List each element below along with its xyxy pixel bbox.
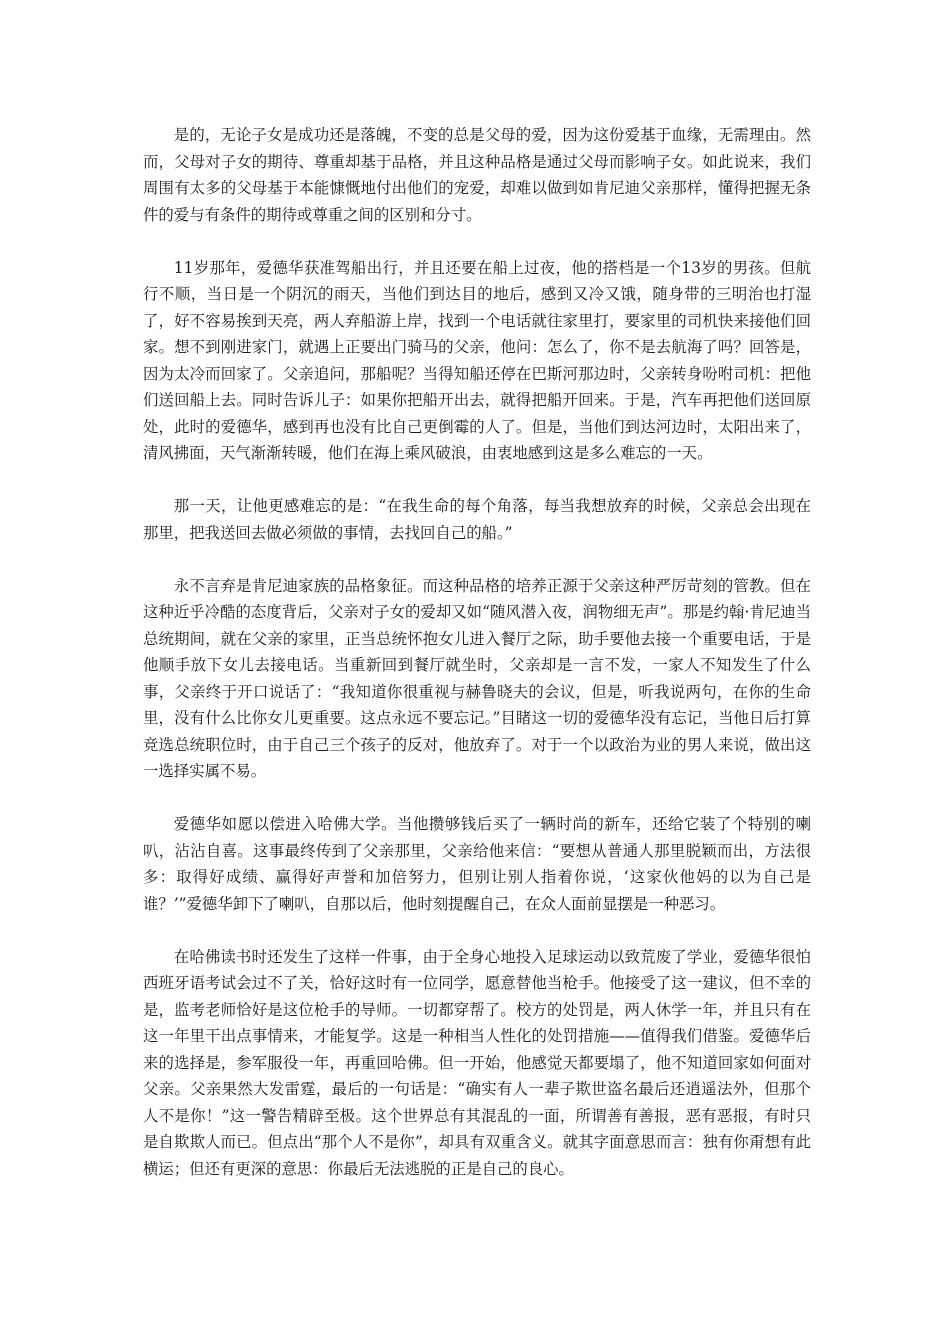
document-body	[143, 122, 811, 1209]
paragraph-2: 11岁那年，爱德华获准驾船出行，并且还要在船上过夜，他的搭档是一个13岁的男孩。但航行不顺，当日是一个阴沉的雨天，当他们到达目的地后，感到又冷又饿，随身带的三明治也打湿了，好不容易挨到天亮，两人弃船游上岸，找到一个电话就往家里打，要家里的司机快来接他们回家。想不到刚进家门，就遇上正要出门骑马的父亲，他问：怎么了，你不是去航海了吗？回答是，因为太冷而回家了。父亲追问，那船呢？当得知船还停在巴斯河那边时，父亲转身吩咐司机：把他们送回船上去。同时告诉儿子：如果你把船开出去，就得把船开回来。于是，汽车再把他们送回原处，此时的爱德华，感到再也没有比自己更倒霉的人了。但是，当他们到达河边时，太阳出来了，清风拂面，天气渐渐转暖，他们在海上乘风破浪，由衷地感到这是多么难忘的一天。	[143, 258, 811, 462]
paragraph-5: 爱德华如愿以偿进入哈佛大学。当他攒够钱后买了一辆时尚的新车，还给它装了个特别的喇叭，沾沾自喜。这事最终传到了父亲那里，父亲给他来信：“要想从普通人那里脱颖而出，方法很多：取得好成绩、赢得好声誉和加倍努力，但别让别人指着你说，‘这家伙他妈的以为自己是谁？’”爱德华卸下了喇叭，自那以后，他时刻提醒自己，在众人面前显摆是一种恶习。	[143, 815, 811, 913]
paragraph-1: 是的，无论子女是成功还是落魄，不变的总是父母的爱，因为这份爱基于血缘，无需理由。然而，父母对子女的期待、尊重却基于品格，并且这种品格是通过父母而影响子女。如此说来，我们周围有太多的父母基于本能慷慨地付出他们的宠爱，却难以做到如肯尼迪父亲那样，懂得把握无条件的爱与有条件的期待或尊重之间的区别和分寸。	[143, 126, 811, 224]
paragraph-3: 那一天，让他更感难忘的是：“在我生命的每个角落，每当我想放弃的时候，父亲总会出现在那里，把我送回去做必须做的事情，去找回自己的船。”	[143, 497, 811, 542]
paragraph-4: 永不言弃是肯尼迪家族的品格象征。而这种品格的培养正源于父亲这种严厉苛刻的管教。但在这种近乎冷酷的态度背后，父亲对子女的爱却又如“随风潜入夜，润物细无声”。那是约翰·肯尼迪当总统期间，就在父亲的家里，正当总统怀抱女儿进入餐厅之际，助手要他去接一个重要电话，于是他顺手放下女儿去接电话。当重新回到餐厅就坐时，父亲却是一言不发，一家人不知发生了什么事，父亲终于开口说话了：“我知道你很重视与赫鲁晓夫的会议，但是，听我说两句，在你的生命里，没有什么比你女儿更重要。这点永远不要忘记。”目睹这一切的爱德华没有忘记，当他日后打算竞选总统职位时，由于自己三个孩子的反对，他放弃了。对于一个以政治为业的男人来说，做出这一选择实属不易。	[143, 576, 811, 780]
paragraph-6: 在哈佛读书时还发生了这样一件事，由于全身心地投入足球运动以致荒废了学业，爱德华很怕西班牙语考试会过不了关，恰好这时有一位同学，愿意替他当枪手。他接受了这一建议，但不幸的是，监考老师恰好是这位枪手的导师。一切都穿帮了。校方的处罚是，两人休学一年，并且只有在这一年里干出点事情来，才能复学。这是一种相当人性化的处罚措施——值得我们借鉴。爱德华后来的选择是，参军服役一年，再重回哈佛。但一开始，他感觉天都要塌了，他不知道回家如何面对父亲。父亲果然大发雷霆，最后的一句话是：“确实有人一辈子欺世盗名最后还逍遥法外，但那个人不是你！”这一警告精辟至极。这个世界总有其混乱的一面，所谓善有善报，恶有恶报，有时只是自欺欺人而已。但点出“那个人不是你”，却具有双重含义。就其字面意思而言：独有你甭想有此横运；但还有更深的意思：你最后无法逃脱的正是自己的良心。	[143, 947, 811, 1178]
